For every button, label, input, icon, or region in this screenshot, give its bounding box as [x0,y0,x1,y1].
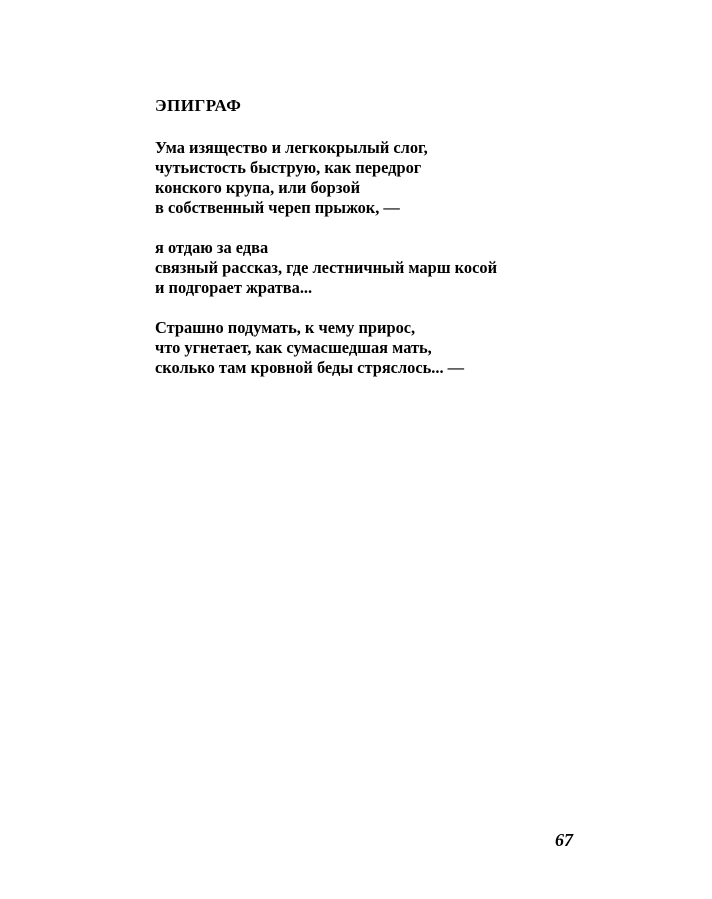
poem-line: сколько там кровной беды стряслось... — [155,358,465,377]
poem [155,96,595,398]
poem-line: Ума изящество и легкокрылый слог, [155,138,428,157]
poem-title: ЭПИГРАФ [155,96,242,115]
poem-line: и подгорает жратва... [155,278,313,297]
stanza-3 [155,318,595,378]
poem-line: чутьистость быструю, как передрог [155,158,422,177]
poem-line: связный рассказ, где лестничный марш косой [155,258,498,277]
poem-line: конского крупа, или борзой [155,178,361,197]
poem-line: в собственный череп прыжок, — [155,198,400,217]
poem-line: Страшно подумать, к чему прирос, [155,318,416,337]
stanza-2 [155,238,595,298]
poem-line: я отдаю за едва [155,238,269,257]
stanza-1 [155,138,595,218]
poem-line: что угнетает, как сумасшедшая мать, [155,338,432,357]
page-number: 67 [555,830,573,850]
